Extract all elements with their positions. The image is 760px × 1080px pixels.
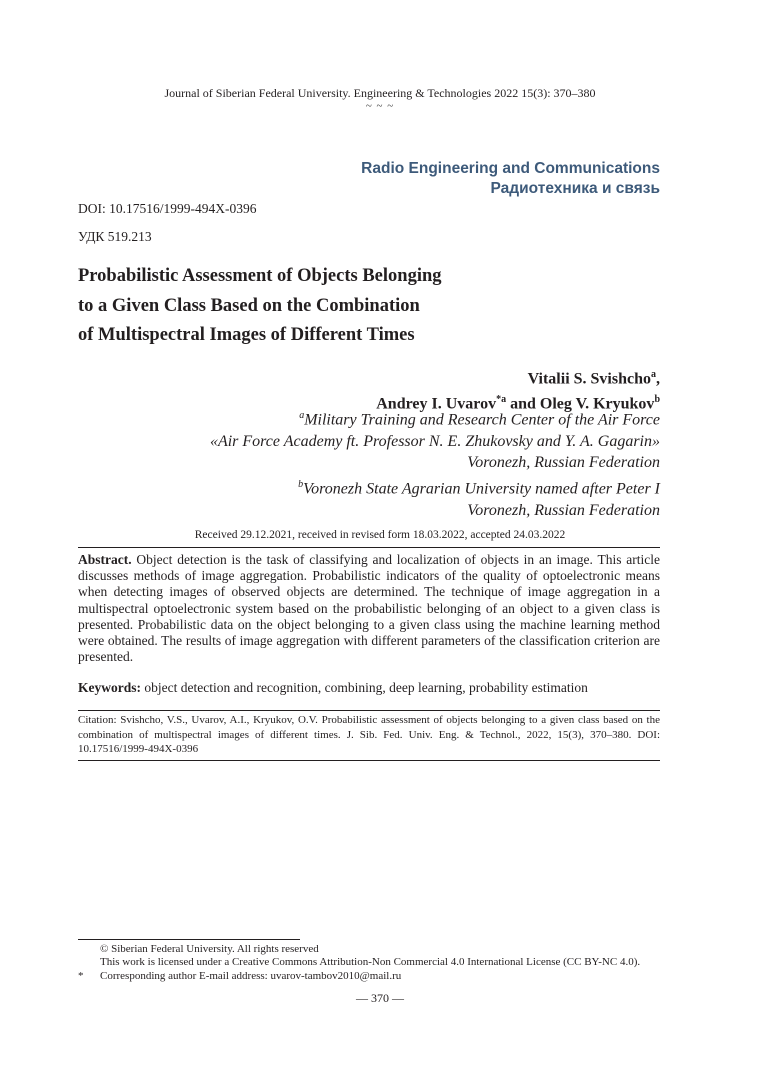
journal-header: Journal of Siberian Federal University. Engineering & Technologies 2022 15(3): 370–380 xyxy=(164,86,596,100)
footnote-corresponding: * Corresponding author E-mail address: uvarov-tambov2010@mail.ru xyxy=(78,970,402,982)
udk: УДК 519.213 xyxy=(78,229,152,244)
author-affil-mark: *a xyxy=(496,394,507,406)
affiliation-line: $^b$Voronezh State Agrarian University named after Peter I xyxy=(298,478,660,498)
header-ornament: ~ ~ ~ xyxy=(365,100,395,112)
affiliations xyxy=(210,405,660,521)
affiliation-line: Voronezh, Russian Federation xyxy=(467,454,660,472)
section-title-ru: Радиотехника и связь xyxy=(490,180,660,197)
divider xyxy=(78,760,660,761)
abstract-text: Object detection is the task of classifying and localization of objects in an image. This article discusses methods of image aggregation. Probabilistic indicators of the quality of optoelectronic means when detecting images of observed objects are determined. The technique of image aggregation in a multispectral optoelectronic system based on the probabilistic belonging of an object to a given class is presented. Probabilistic data on the object belonging to a given class using the machine learning method were obtained. The results of image aggregation with different parameters of the classification criterion are presented. xyxy=(78,552,660,665)
authors-line-2: Andrey I. Uvarov$^{*a}$ and Oleg V. Kryukov$^b$ xyxy=(376,394,660,413)
author-name: Oleg V. Kryukov xyxy=(539,395,655,413)
keywords-label: Keywords: xyxy=(78,680,141,695)
footnote-copyright: © Siberian Federal University. All rights reserved xyxy=(100,943,319,955)
authors-line-1: Vitalii S. Svishcho$^a$, xyxy=(527,369,660,388)
footnote-divider xyxy=(78,939,300,940)
section-title-en: Radio Engineering and Communications xyxy=(361,160,660,177)
paper-title xyxy=(78,262,538,351)
abstract xyxy=(78,552,660,665)
footnote-license: This work is licensed under a Creative Commons Attribution-Non Commercial 4.0 International License (CC BY-NC 4.0). xyxy=(100,956,641,968)
received-dates: Received 29.12.2021, received in revised form 18.03.2022, accepted 24.03.2022 xyxy=(194,529,566,541)
title-line: of Multispectral Images of Different Times xyxy=(78,325,415,345)
author-name: Andrey I. Uvarov xyxy=(376,395,497,413)
author-affil-mark: b xyxy=(654,394,660,406)
title-line: to a Given Class Based on the Combination xyxy=(78,295,420,316)
abstract-label: Abstract. xyxy=(78,552,132,567)
affiliation-line: $^a$Military Training and Research Center of the Air Force xyxy=(299,410,660,429)
author-name: Vitalii S. Svishcho xyxy=(527,370,651,388)
citation: Citation: Svishcho, V.S., Uvarov, A.I., Kryukov, O.V. Probabilistic assessment of objects belonging to a given class based on the combination of multispectral images of different times. J. Sib. Fed. Univ. Eng. & Technol., 2022, 15(3), 370–380. DOI: 10.17516/1999-494X-0396 xyxy=(78,714,660,755)
keywords-text: object detection and recognition, combining, deep learning, probability estimation xyxy=(141,680,588,695)
doi: DOI: 10.17516/1999-494X-0396 xyxy=(78,201,257,216)
affiliation-line: «Air Force Academy ft. Professor N. E. Zhukovsky and Y. A. Gagarin» xyxy=(209,432,660,450)
affiliation-line: Voronezh, Russian Federation xyxy=(467,501,660,519)
keywords xyxy=(78,680,660,696)
divider xyxy=(78,710,660,711)
title-line: Probabilistic Assessment of Objects Belonging xyxy=(78,266,442,286)
author-affil-mark: a xyxy=(651,369,656,380)
page-number: — 370 — xyxy=(356,991,404,1005)
divider xyxy=(78,547,660,548)
